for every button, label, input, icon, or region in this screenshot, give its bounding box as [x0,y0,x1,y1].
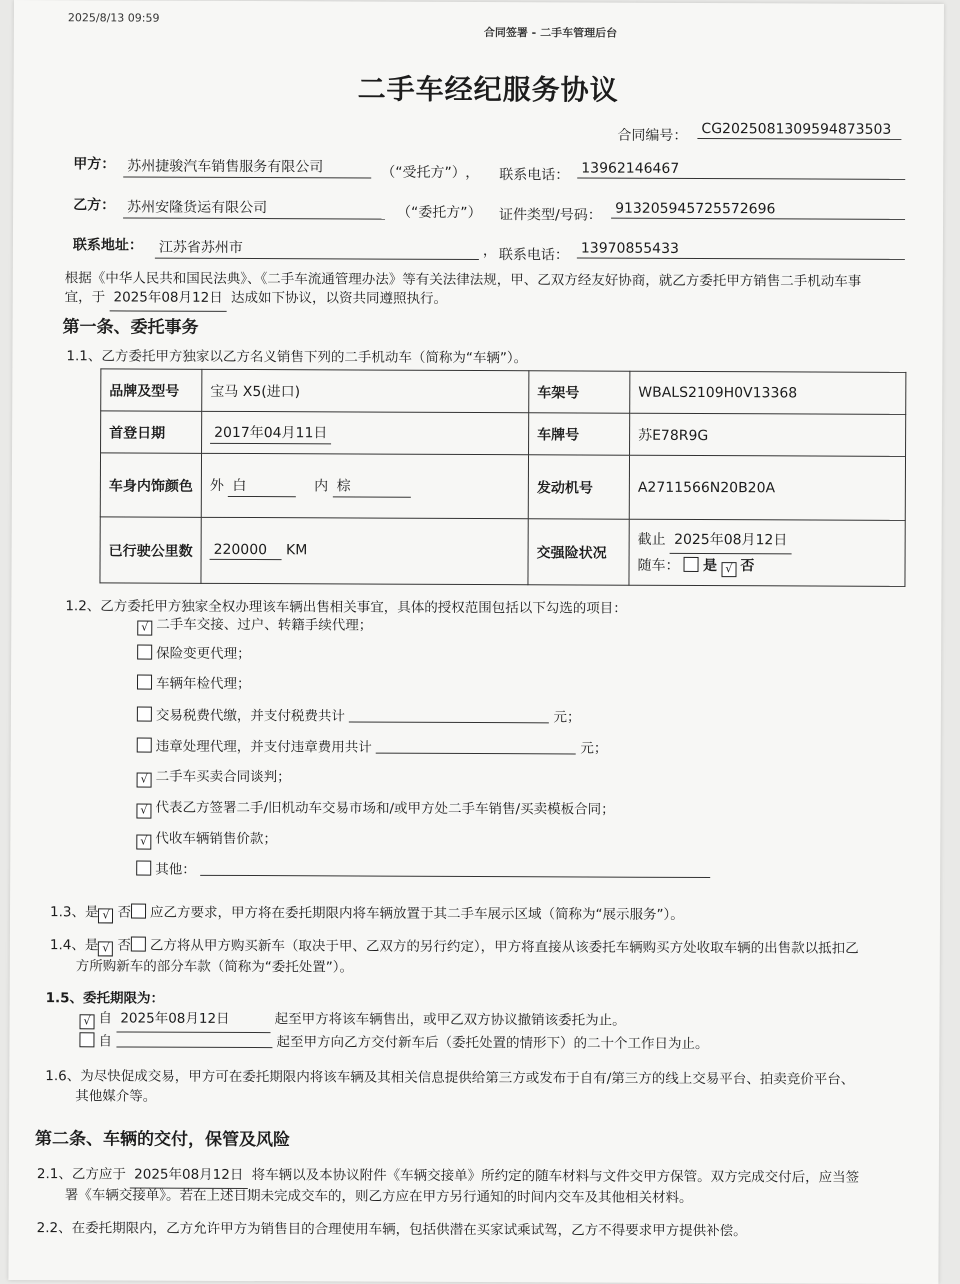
auth-item-label: 违章处理代理，并支付违章费用共计 [155,738,372,756]
insurance-yes-label: 是 [702,557,718,574]
engine-label: 发动机号 [528,455,629,519]
preamble-line-1: 根据《中华人民共和国民法典》、《二手车流通管理办法》等有关法律法规，甲、乙双方经友好协商，就乙方委托甲方销售二手机动车事 [64,270,862,290]
auth-item-label: 代表乙方签署二手/旧机动车交易市场和/或甲方处二手车销售/买卖模板合同； [155,799,615,818]
section-2-title: 第二条、车辆的交付，保管及风险 [34,1129,291,1151]
clause-1-4-no-checkbox[interactable] [131,937,146,952]
auth-item-label: 保险变更代理； [156,645,251,663]
insurance-no-checkbox[interactable]: √ [721,562,736,577]
auth-checkbox[interactable]: √ [137,621,152,636]
reg-date-cell [202,411,529,454]
brand-label: 品牌及型号 [101,369,202,411]
auth-checkbox[interactable] [137,645,152,660]
preamble-suffix: 达成如下协议，以资共同遵照执行。 [230,289,448,307]
party-b-address: 江苏省苏州市 [155,237,479,260]
insurance-with-car-label: 随车： [637,557,680,574]
handover-date: 2025年08月12日 [130,1163,247,1190]
document-title: 二手车经纪服务协议 [357,72,619,107]
term-option-2-checkbox[interactable] [79,1032,94,1047]
exterior-color: 白 [228,474,296,496]
term-option-2 [79,1029,708,1056]
contract-no-label: 合同编号： [617,127,688,144]
auth-item-label: 交易税费代缴，并支付税费共计 [155,707,345,725]
contract-no: CG2025081309594873503 [697,121,901,140]
clause-1-4-yes: 1.4、是 [49,937,99,954]
auth-checkbox[interactable] [136,861,151,876]
party-b-label: 乙方： [73,197,116,214]
clause-2-1-prefix: 2.1、乙方应于 [36,1166,126,1183]
party-a-name: 苏州捷骏汽车销售服务有限公司 [123,155,371,178]
party-a-phone-label: 联系电话： [499,167,570,184]
party-b-id-label: 证件类型/号码： [499,207,602,224]
party-b-phone: 13970855433 [577,240,905,259]
exterior-label: 外 [209,477,224,494]
print-timestamp: 2025/8/13 09:59 [67,11,160,25]
insurance-yes-checkbox[interactable] [684,556,699,571]
contract-sheet [8,0,944,1284]
auth-item-label: 其他： [155,861,196,878]
auth-item-label: 代收车辆销售价款； [155,830,277,848]
term-option-1-checkbox[interactable]: √ [80,1014,95,1029]
insurance-label: 交强险状况 [528,519,629,585]
clause-2-1-line-2: 署《车辆交接单》。若在上述日期未完成交车的，则乙方应在甲方另行通知的时间内交车及其他相关材料。 [64,1187,693,1206]
violation-amount-blank[interactable] [376,739,576,755]
term-start-date: 2025年08月12日 [116,1006,270,1033]
auth-item [137,765,291,790]
auth-item-label: 二手车买卖合同谈判； [155,768,291,786]
address-label: 联系地址： [72,237,143,254]
auth-item-label: 车辆年检代理； [155,675,251,693]
auth-item [137,704,581,730]
party-a-label: 甲方： [73,156,116,173]
vin-value: WBALS2109H0V13368 [630,371,906,414]
clause-1-3-yes: 1.3、是 [49,904,99,921]
party-b-phone-label: 联系电话： [498,247,569,264]
clause-1-3-yes-checkbox[interactable]: √ [98,908,113,923]
clause-1-4-yes-checkbox[interactable]: √ [98,941,113,956]
party-b-id: 913205945725572696 [611,201,905,220]
clause-1-5-title: 1.5、委托期限为： [45,990,165,1007]
system-title: 合同签署 - 二手车管理后台 [483,26,618,40]
plate-value: 苏E78R9G [630,413,906,456]
insurance-until-label: 截止 [637,531,666,548]
party-b-name: 苏州安隆货运有限公司 [123,196,385,219]
insurance-until-date: 2025年08月12日 [670,527,791,554]
term-option-1-text: 起至甲方将该车辆售出，或甲乙双方协议撤销该委托为止。 [274,1011,626,1029]
vehicle-table [99,368,906,587]
clause-1-2: 1.2、乙方委托甲方独家全权办理该车辆出售相关事宜，具体的授权范围包括以下勾选的项目： [65,598,627,617]
color-label: 车身内饰颜色 [100,453,201,517]
clause-1-1: 1.1、乙方委托甲方独家以乙方名义销售下列的二手机动车（简称为“车辆”）。 [66,348,528,367]
agreement-date: 2025年08月12日 [109,285,226,312]
mileage-label: 已行驶公里数 [100,517,201,583]
vin-label: 车架号 [529,371,630,413]
plate-label: 车牌号 [529,413,630,455]
brand-value: 宝马 X5(进口) [202,369,529,412]
color-cell [201,453,528,518]
reg-date-label: 首登日期 [101,411,202,453]
auth-item [136,827,277,852]
preamble-line-2 [65,285,447,313]
mileage-cell [201,517,528,584]
term-option-2-text: 起至甲方向乙方交付新车后（委托处置的情形下）的二十个工作日为止。 [276,1034,709,1053]
clause-2-2: 2.2、在委托期限内，乙方允许甲方为销售目的合理使用车辆，包括供潜在买家试乘试驾，乙方不得要求甲方提供补偿。 [36,1220,747,1240]
clause-2-1-text: 将车辆以及本协议附件《车辆交接单》所约定的随车材料与文件交甲方保管。双方完成交付后，应当签 [251,1167,860,1186]
interior-label: 内 [314,477,329,494]
auth-checkbox[interactable]: √ [136,835,151,850]
auth-item-label: 二手车交接、过户、转籍手续代理； [156,616,373,634]
section-1-title: 第一条、委托事务 [62,317,199,338]
auth-item [136,858,710,885]
reg-date-value: 2017年04月11日 [210,421,331,444]
engine-value: A2711566N20B20A [629,455,905,520]
term-from-label: 自 [98,1010,113,1027]
clause-1-3-no: 否 [117,904,132,921]
auth-item [137,613,372,638]
auth-item [136,796,614,822]
preamble-prefix: 宜，于 [64,289,106,306]
clause-1-6: 1.6、为尽快促成交易，甲方可在委托期限内将该车辆及其相关信息提供给第三方或发布于自有/第三方的线上交易平台、拍卖竞价平台、 [45,1068,855,1088]
clause-1-6-line-2: 其他媒介等。 [75,1088,157,1105]
currency-suffix: 元； [553,709,581,726]
insurance-no-label: 否 [740,557,755,574]
comma: ， [482,243,497,260]
term-from-label: 自 [98,1033,112,1050]
auth-checkbox[interactable] [137,707,152,722]
mileage-unit: KM [286,541,308,558]
clause-1-3-text: 应乙方要求，甲方将在委托期限内将车辆放置于其二手车展示区域（简称为“展示服务”）。 [149,904,684,923]
auth-checkbox[interactable] [137,738,152,753]
party-b-role: （“委托方”） [397,204,482,222]
term-option-2-date-blank[interactable] [116,1032,272,1048]
clause-1-4-no: 否 [117,937,131,954]
tax-amount-blank[interactable] [349,707,549,723]
insurance-cell [629,519,905,586]
clause-1-4-text: 乙方将从甲方购买新车（取决于甲、乙双方的另行约定），甲方将直接从该委托车辆购买方处收取车辆的出售款以抵扣乙 [149,937,859,957]
party-a-phone: 13962146467 [577,160,905,179]
comma: ， [465,164,480,182]
mileage-value: 220000 [210,541,282,559]
party-a-role: （“受托方”） [381,164,466,181]
auth-item [137,672,251,696]
auth-checkbox[interactable]: √ [136,804,151,819]
clause-1-3 [50,900,684,927]
auth-item [137,642,251,666]
currency-suffix: 元； [580,740,608,757]
clause-1-4-line-2: 方所购新车的部分车款（简称为“委托处置”）。 [75,958,354,976]
other-blank[interactable] [200,861,710,878]
interior-color: 棕 [333,475,411,497]
auth-checkbox[interactable] [137,675,152,690]
auth-checkbox[interactable]: √ [137,773,152,788]
clause-1-3-no-checkbox[interactable] [131,904,146,919]
auth-item [137,735,608,761]
